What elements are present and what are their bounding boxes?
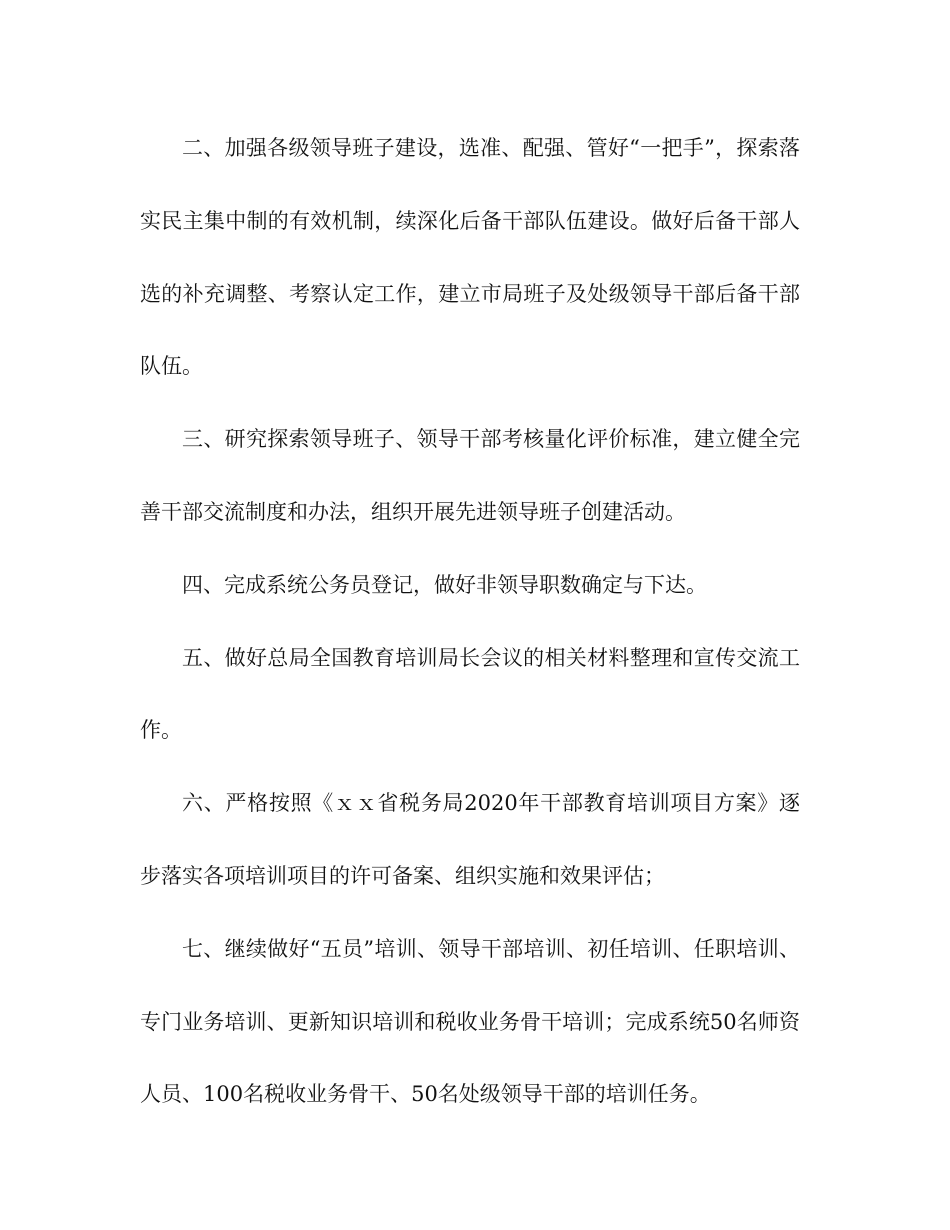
paragraph-3: 三、研究探索领导班子、领导干部考核量化评价标准，建立健全完善干部交流制度和办法，组织开展先进领导班子创建活动。 (140, 427, 800, 524)
paragraph-5: 五、做好总局全国教育培训局长会议的相关材料整理和宣传交流工作。 (140, 645, 800, 743)
paragraph-4: 四、完成系统公务员登记，做好非领导职数确定与下达。 (182, 572, 707, 597)
paragraph-2: 二、加强各级领导班子建设，选准、配强、管好“一把手”，探索落实民主集中制的有效机制，续深化后备干部队伍建设。做好后备干部人选的补充调整、考察认定工作，建立市局班子及处级领导干部后备干部队伍。 (140, 136, 800, 379)
document-body (140, 112, 800, 1131)
paragraph-7: 七、继续做好“五员”培训、领导干部培训、初任培训、任职培训、专门业务培训、更新知识培训和税收业务骨干培训；完成系统50名师资人员、100名税收业务骨干、50名处级领导干部的培训任务。 (140, 936, 800, 1107)
paragraph-6: 六、严格按照《ｘｘ省税务局2020年干部教育培训项目方案》逐步落实各项培训项目的许可备案、组织实施和效果评估； (140, 791, 800, 888)
